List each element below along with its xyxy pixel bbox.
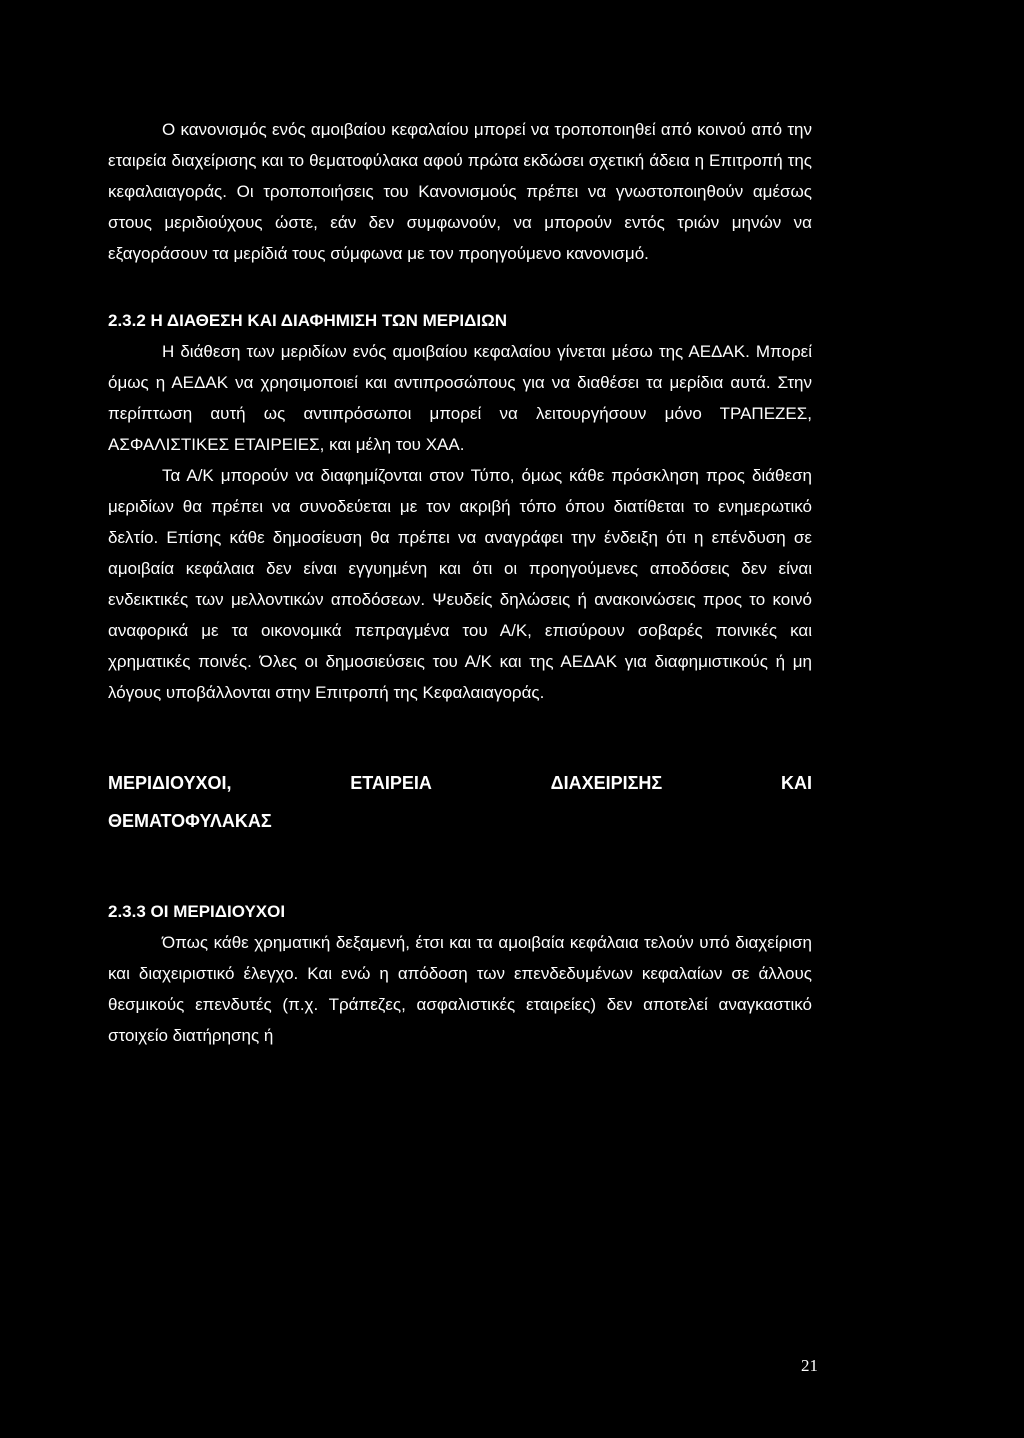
- main-section-heading: [108, 764, 812, 840]
- main-heading-line-1: [108, 764, 812, 802]
- main-heading-word-4: ΚΑΙ: [780, 773, 812, 793]
- section-2-3-2-paragraph-b: Τα Α/Κ μπορούν να διαφημίζονται στον Τύπο, όμως κάθε πρόσκληση προς διάθεση μεριδίων θα πρέπει να συνοδεύεται με τον ακριβή τόπο όπου διατίθεται το ενημερωτικό δελτίο. Επίσης κάθε δημοσίευση θα πρέπει να αναγράφει την ένδειξη ότι η επένδυση σε αμοιβαία κεφάλαια δεν είναι εγγυημένη και ότι οι προηγούμενες αποδόσεις δεν είναι ενδεικτικές των μελλοντικών αποδόσεων. Ψευδείς δηλώσεις ή ανακοινώσεις προς το κοινό αναφορικά με τα οικονομικά πεπραγμένα του Α/Κ, επισύρουν σοβαρές ποινικές και χρηματικές ποινές. Όλες οι δημοσιεύσεις του Α/Κ και της ΑΕΔΑΚ για διαφημιστικούς ή μη λόγους υποβάλλονται στην Επιτροπή της Κεφαλαιαγοράς.: [108, 466, 812, 702]
- section-2-3-3-paragraph: Όπως κάθε χρηματική δεξαμενή, έτσι και τα αμοιβαία κεφάλαια τελούν υπό διαχείριση και διαχειριστικό έλεγχο. Και ενώ η απόδοση των επενδεδυμένων κεφαλαίων σε άλλους θεσμικούς επενδυτές (π.χ. Τράπεζες, ασφαλιστικές εταιρείες) δεν αποτελεί αναγκαστικό στοιχείο διατήρησης ή: [108, 933, 812, 1045]
- document-page: [108, 114, 812, 1051]
- section-2-3-2-heading: 2.3.2 Η ΔΙΑΘΕΣΗ ΚΑΙ ΔΙΑΦΗΜΙΣΗ ΤΩΝ ΜΕΡΙΔΙΩΝ: [108, 311, 507, 330]
- main-heading-word-2: ΕΤΑΙΡΕΙΑ: [350, 773, 432, 793]
- section-2-3-2-paragraph-a: Η διάθεση των μεριδίων ενός αμοιβαίου κεφαλαίου γίνεται μέσω της ΑΕΔΑΚ. Μπορεί όμως η ΑΕΔΑΚ να χρησιμοποιεί και αντιπροσώπους για να διαθέσει τα μερίδια αυτά. Στην περίπτωση αυτή ως αντιπρόσωποι μπορεί να λειτουργήσουν μόνο ΤΡΑΠΕΖΕΣ, ΑΣΦΑΛΙΣΤΙΚΕΣ ΕΤΑΙΡΕΙΕΣ, και μέλη του ΧΑΑ.: [108, 342, 812, 454]
- intro-paragraph: Ο κανονισμός ενός αμοιβαίου κεφαλαίου μπορεί να τροποποιηθεί από κοινού από την εταιρεία διαχείρισης και το θεματοφύλακα αφού πρώτα εκδώσει σχετική άδεια η Επιτροπή της κεφαλαιαγοράς. Οι τροποποιήσεις του Κανονισμούς πρέπει να γνωστοποιηθούν αμέσως στους μεριδιούχους ώστε, εάν δεν συμφωνούν, να μπορούν εντός τριών μηνών να εξαγοράσουν τα μερίδιά τους σύμφωνα με τον προηγούμενο κανονισμό.: [108, 120, 812, 263]
- main-heading-word-3: ΔΙΑΧΕΙΡΙΣΗΣ: [550, 773, 663, 793]
- section-2-3-3-heading: 2.3.3 ΟΙ ΜΕΡΙΔΙΟΥΧΟΙ: [108, 902, 286, 921]
- main-heading-line-2: ΘΕΜΑΤΟΦΥΛΑΚΑΣ: [108, 811, 272, 831]
- page-number: 21: [801, 1356, 818, 1375]
- main-heading-word-1: ΜΕΡΙΔΙΟΥΧΟΙ,: [108, 773, 232, 793]
